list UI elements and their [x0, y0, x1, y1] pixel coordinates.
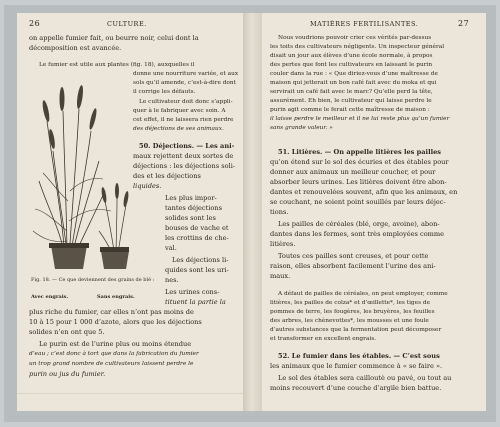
left-running-head: CULTURE.	[107, 20, 147, 28]
right-page	[262, 13, 486, 411]
text-line: d’eau ; c’est donc à tort que dans la fabrication du fumier	[29, 351, 199, 357]
text-line: litières, les pailles de colza* et d’œillette*, les tiges de	[270, 300, 431, 306]
text-line: donner aux animaux un meilleur coucher, et pour	[270, 168, 436, 176]
text-line: un trop grand nombre de cultivateurs laissent perdre le	[29, 361, 194, 367]
text-line: Les urines cons-	[165, 288, 220, 296]
text-line: assurément. Eh bien, le cultivateur qui laisse perdre le	[270, 98, 432, 104]
text-line: des et les déjections	[133, 172, 201, 180]
text-line: les toits des cultivateurs négligents. Un inspecteur général	[270, 44, 445, 50]
text-line: Nous voudrions pouvoir crier ces vérités par-dessus	[278, 35, 432, 41]
text-line: litières.	[270, 240, 296, 248]
text-line: bouses de vache et	[165, 224, 229, 232]
section-heading: 52. Le fumier dans les étables. — C’est sous	[278, 352, 440, 360]
text-line: Les déjections li-	[172, 256, 229, 264]
fertilized-plant-stalks	[39, 109, 105, 261]
text-line: Les pailles de céréales (blé, orge, avoine), abon-	[278, 220, 440, 228]
text-line: servirait un café fait avec le marc? Qu’elle perd la tête,	[270, 89, 433, 95]
text-line: déjections : les déjections soli-	[133, 162, 236, 170]
text-line: maux.	[270, 272, 291, 280]
text-line: tituent la partie la	[165, 298, 226, 306]
fertilized-plant-pot	[49, 243, 89, 269]
unfertilized-plant-ears	[101, 183, 129, 207]
text-line: il laisse perdre le meilleur et il ne lui reste plus qu’un fumier	[270, 116, 450, 122]
text-line: couler dans la rue : « Que diriez-vous d’une maîtresse de	[270, 71, 438, 77]
left-page	[17, 13, 243, 411]
text-line: on appelle fumier fait, ou beurre noir, celui dont la	[29, 34, 199, 42]
text-line: Le cultivateur doit donc s’appli-	[139, 99, 233, 105]
left-page-number: 26	[29, 19, 41, 28]
section-heading: 50. Déjections. — Les ani-	[139, 142, 235, 150]
text-line: absorber leurs urines. Les litières doivent être abon-	[270, 178, 447, 186]
text-line: d’autres substances que la fermentation peut décomposer	[270, 327, 442, 333]
text-line: 10 à 15 pour 1 000 d’azote, alors que les déjections	[29, 318, 202, 326]
figure-caption: Fig. 18. — Ce que deviennent des grains de blé :	[31, 277, 155, 283]
figure-label-with-fertilizer: Avec engrais.	[31, 294, 69, 300]
section-heading: 51. Litières. — On appelle litières les pailles	[278, 148, 441, 156]
text-line: quides sont les uri-	[165, 266, 229, 274]
text-line: maux rejettent deux sortes de	[133, 152, 234, 160]
text-line: quer à le fabriquer avec soin. A	[133, 108, 226, 114]
text-line: Toutes ces pailles sont creuses, et pour cette	[278, 252, 429, 260]
right-running-head: MATIÈRES FERTILISANTES.	[310, 20, 419, 28]
text-line: nes.	[165, 276, 179, 284]
text-line: dantes dans les fermes, sont très employées comme	[270, 230, 445, 238]
text-line: sols qu’il amende, c’est-à-dire dont	[133, 80, 236, 86]
text-line: donne une nourriture variée, et aux	[133, 71, 239, 77]
text-line: Le fumier est utile aux plantes (fig. 18), auxquelles il	[39, 62, 195, 68]
text-line: les crottins de che-	[165, 234, 229, 242]
text-line: solides n’en ont que 5.	[29, 328, 105, 336]
text-line: décomposition est avancée.	[29, 44, 122, 52]
page-bottom-margin	[17, 393, 243, 394]
text-line: moins recouvert d’une couche d’argile bien battue.	[270, 384, 442, 392]
text-line: des déjections de ses animaux.	[133, 126, 224, 132]
text-line: liquides.	[133, 182, 162, 190]
text-line: Le purin est de l’urine plus ou moins étendue	[39, 340, 192, 348]
text-line: il corrige les défauts.	[133, 89, 196, 95]
text-line: disait un jour aux élèves d’une école normale, à propos	[270, 53, 433, 59]
unfertilized-plant-pot	[100, 247, 129, 269]
text-line: raison, elles absorbent facilement l’urine des ani-	[270, 262, 436, 270]
text-line: des pertes que font les cultivateurs en laissant le purin	[270, 62, 433, 68]
text-line: solides sont les	[165, 214, 216, 222]
text-line: purin ou jus du fumier.	[29, 370, 106, 378]
figure-label-without-fertilizer: Sans engrais.	[97, 294, 135, 300]
text-line: pommes de terre, les fougères, les bruyères, les feuilles	[270, 309, 435, 315]
text-line: maison qui jetterait un bon café fait avec du moka et qui	[270, 80, 437, 86]
text-line: tantes déjections	[165, 204, 222, 212]
text-line: Le sol des étables sera cailloutè ou pavé, ou tout au	[278, 374, 452, 382]
text-line: dantes et renouvelées souvent, afin que les animaux, en	[270, 188, 458, 196]
text-line: qu’on étend sur le sol des écuries et des étables pour	[270, 158, 449, 166]
text-line: val.	[165, 244, 177, 252]
text-line: sans grande valeur. »	[270, 125, 333, 131]
text-line: et transformer en excellent engrais.	[270, 336, 377, 342]
text-line: tions.	[270, 208, 289, 216]
figure-wheat-illustration	[25, 81, 129, 271]
book-gutter	[243, 13, 262, 411]
text-line: des arbres, les chènevottes*, les mousses et une foule	[270, 318, 429, 324]
text-line: les animaux que le fumier commence à « se faire ».	[270, 362, 443, 370]
right-page-number: 27	[458, 19, 470, 28]
text-line: se couchant, ne soient point souillés par leurs déjec-	[270, 198, 446, 206]
text-line: cet effet, il ne laissera rien perdre	[133, 117, 234, 123]
text-line: purin agit comme le ferait cette maîtresse de maison :	[270, 107, 430, 113]
text-line: plus riche du fumier, car elles n’ont pas moins de	[29, 308, 194, 316]
text-line: Les plus impor-	[165, 194, 217, 202]
text-line: A défaut de pailles de céréales, on peut employer, comme	[278, 291, 448, 297]
